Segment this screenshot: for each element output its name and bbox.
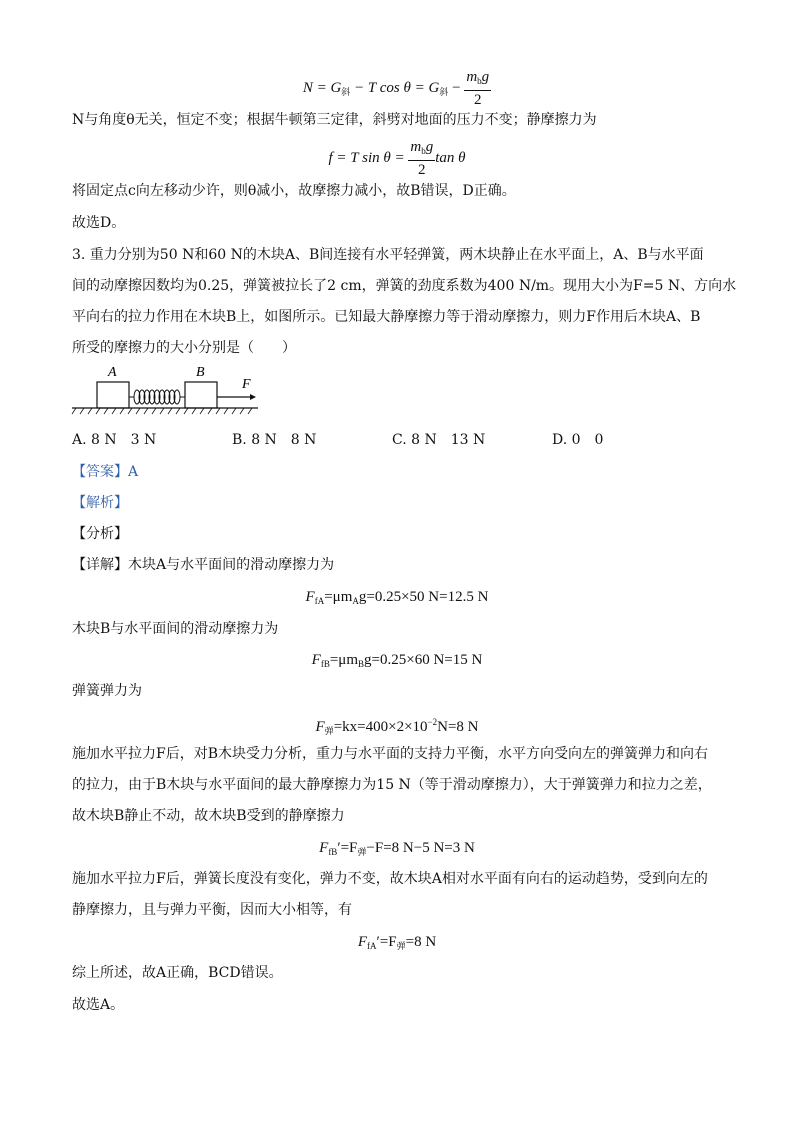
option-b: B. 8 N 8 N [232, 432, 317, 448]
equation-friction-b [0, 650, 794, 674]
eq2-den: 2 [418, 162, 426, 178]
eq2-fraction [408, 138, 435, 179]
eqb-rest: =μm [329, 652, 359, 668]
paragraph-friction-b: 木块B与水平面间的滑动摩擦力为 [72, 621, 279, 637]
eqa-sub: fA [314, 596, 325, 606]
eq1-num: m [466, 69, 478, 85]
paragraph-b-analysis-3: 故木块B静止不动，故木块B受到的静摩擦力 [72, 808, 345, 824]
paragraph-b-analysis-2: 的拉力，由于B木块与水平面间的最大静摩擦力为15 N（等于滑动摩擦力），大于弹簧弹力和拉力之差， [72, 777, 712, 793]
paragraph-b-analysis-1: 施加水平拉力F后，对B木块受力分析，重力与水平面的支持力平衡，水平方向受向左的弹簧弹力和向右 [72, 746, 708, 762]
eqs-lhs: F [315, 719, 325, 735]
eqs-rest: =kx=400×2×10 [333, 719, 428, 735]
equation-friction-a [0, 587, 794, 611]
eqb-sub2: B [358, 659, 365, 669]
detail-tag: 【详解】 [72, 557, 128, 573]
analysis-tag: 【解析】 [72, 495, 128, 511]
eqa-rest: =μm [324, 589, 353, 605]
eqa-sub2: A [352, 596, 359, 606]
paragraph-choose-a: 故选A。 [72, 997, 125, 1013]
eqs-sub: 弹 [324, 726, 334, 736]
eq2-num: m [410, 139, 422, 155]
paragraph-spring-force: 弹簧弹力为 [72, 683, 142, 699]
eq1-sub1: 斜 [341, 86, 351, 97]
question-3-line-2: 间的动摩擦因数均为0.25，弹簧被拉长了2 cm，弹簧的劲度系数为400 N/m。现用大小为F=5 N、方向水 [72, 278, 737, 294]
eq1-den: 2 [473, 92, 482, 108]
eq1-minus: − [448, 79, 465, 96]
eq1-num-tail: g [481, 69, 490, 85]
ground-hatching [72, 408, 252, 414]
option-d: D. 0 0 [552, 432, 604, 448]
paragraph-a-analysis-2: 静摩擦力，且与弹力平衡，因而大小相等，有 [72, 902, 352, 918]
eqfa-rest: ′=F [376, 934, 397, 950]
figure-label-a: A [108, 365, 117, 380]
eq1-sub2: 斜 [439, 86, 449, 97]
figure-label-f: F [242, 377, 251, 392]
question-3-line-3: 平向右的拉力作用在木块B上，如图所示。已知最大静摩擦力等于滑动摩擦力，则力F作用后木块A、B [72, 309, 701, 325]
force-arrow-head [250, 394, 256, 400]
paragraph-choose-d: 故选D。 [72, 215, 126, 231]
paragraph-normal-force: N与角度θ无关，恒定不变；根据牛顿第三定律，斜劈对地面的压力不变；静摩擦力为 [72, 112, 597, 128]
detail-text: 木块A与水平面间的滑动摩擦力为 [128, 557, 335, 573]
eqfb-rest: ′=F [337, 840, 358, 856]
eq1-num-sub: b [477, 76, 482, 86]
eqs-sup: −2 [427, 717, 438, 727]
spring-block-figure [70, 364, 260, 422]
option-c: C. 8 N 13 N [392, 432, 486, 448]
question-3-line-1: 3. 重力分别为50 N和60 N的木块A、B间连接有水平轻弹簧，两木块静止在水平面上，A、B与水平面 [72, 247, 704, 263]
eq2-tail: tan θ [435, 149, 466, 166]
eqfb-lhs: F [319, 840, 329, 856]
spring-coil [129, 390, 185, 404]
eq1-lhs: N = G [302, 79, 342, 96]
equation-friction [0, 138, 794, 179]
eqa-tail: g=0.25×50 N=12.5 N [358, 589, 489, 605]
answer-tag: 【答案】A [72, 464, 139, 480]
eq1-mid: − T cos θ = G [350, 79, 440, 96]
paragraph-summary: 综上所述，故A正确，BCD错误。 [72, 965, 283, 981]
eqfa-sub2: 弹 [396, 941, 406, 951]
eqfa-lhs: F [357, 934, 367, 950]
eqfb-sub: fB [328, 847, 338, 857]
equation-spring-force [0, 712, 794, 741]
eqfb-tail: −F=8 N−5 N=3 N [366, 840, 475, 856]
eq1-fraction [464, 68, 491, 109]
eqb-lhs: F [311, 652, 321, 668]
eqb-sub: fB [320, 659, 330, 669]
eqfa-sub: fA [367, 941, 377, 951]
paragraph-a-analysis-1: 施加水平拉力F后，弹簧长度没有变化，弹力不变，故木块A相对水平面有向右的运动趋势，受到向左的 [72, 871, 708, 887]
eqa-lhs: F [305, 589, 315, 605]
block-b [185, 382, 217, 408]
eqb-tail: g=0.25×60 N=15 N [364, 652, 483, 668]
option-a: A. 8 N 3 N [72, 432, 157, 448]
block-a [97, 382, 129, 408]
eq2-num-sub: b [421, 146, 426, 156]
answer-options [72, 430, 722, 450]
eqfa-tail: =8 N [405, 934, 437, 950]
equation-static-friction-a [0, 932, 794, 956]
eq2-lhs: f = T sin θ = [328, 149, 409, 166]
eqfb-sub2: 弹 [357, 847, 367, 857]
equation-static-friction-b [0, 838, 794, 862]
equation-normal-force [0, 68, 794, 109]
eq2-num-tail: g [425, 139, 434, 155]
fenxi-tag: 【分析】 [72, 526, 128, 542]
detail-paragraph [72, 555, 722, 575]
eqs-tail: N=8 N [437, 719, 479, 735]
figure-label-b: B [196, 365, 205, 380]
question-3-line-4: 所受的摩擦力的大小分别是（ ） [72, 340, 296, 356]
paragraph-conclusion-d: 将固定点c向左移动少许，则θ减小，故摩擦力减小，故B错误，D正确。 [72, 183, 516, 199]
